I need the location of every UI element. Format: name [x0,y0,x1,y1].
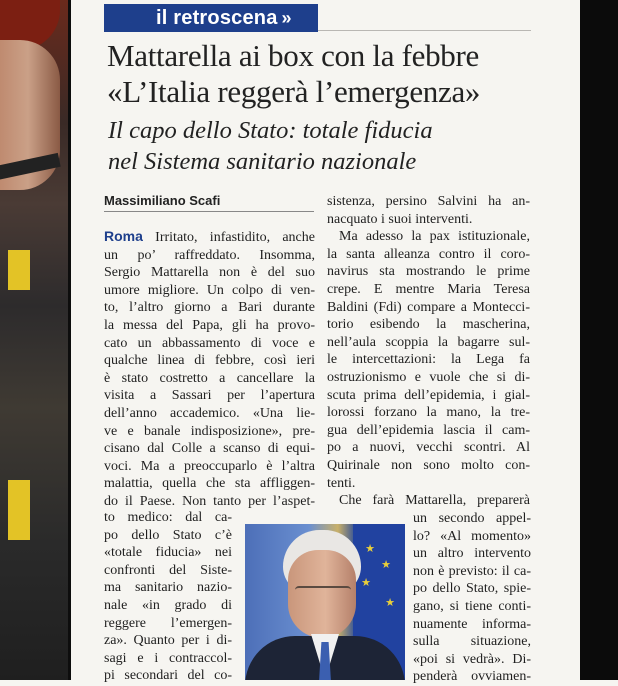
article-line: lo? «Al momento» [413,528,531,544]
article-line: qualche linea di febbre, così ieri [104,353,315,369]
article-column-1-narrow [104,509,232,685]
article-line: malattia, quella che sta affliggen- [104,476,315,492]
article-line: po dello Stato c’è [104,527,232,543]
article-line: nuamente informa- [413,616,531,632]
article-line: pi secondari del co- [104,668,232,684]
article-line: lorossi forzano la mano, la tre- [327,405,530,421]
article-line: sagi e i contraccol- [104,650,232,666]
article-line: sulla situazione, [413,634,531,650]
article-line: gua dell’epidemia lascia il cam- [327,422,530,438]
article-line: to medico: dal ca- [104,510,232,525]
article-line: scuta prima dell’epidemia, i gial- [327,387,530,403]
star-icon: ★ [361,576,371,589]
star-icon: ★ [381,558,391,571]
article-line: sistenza, persino Salvini ha an- [327,194,530,209]
article-line: Che farà Mattarella, preparerà [339,493,530,509]
article-line: ve e banale indisposizione», pre- [104,423,315,439]
article-line: voci. Ma a preoccuparlo è l’altra [104,458,315,474]
article-line: non è previsto: il ca- [413,563,531,579]
article-line: po dello Stato, spie- [413,581,531,597]
article-line: le intercettazioni: la Lega fa [327,352,530,368]
right-edge-band [580,0,618,680]
article-line: ma sanitario nazio- [104,580,232,596]
mattarella-portrait [245,524,405,680]
article-line: la messa del Papa, gli ha provo- [104,317,315,333]
article-line: «poi si vedrà». Di- [413,651,531,667]
star-icon: ★ [365,542,375,555]
article-line: po a nuovi, vecchi scontri. Al [327,440,530,456]
article-line: la santa alleanza contro il coro- [327,246,530,262]
section-kicker [104,4,318,32]
article-line: un altro intervento [413,546,531,562]
article-line: crepe. E mentre Maria Teresa [327,281,530,297]
article-line: confronti del Siste- [104,562,232,578]
article-line: umore migliore. Un colpo di ven- [104,282,315,298]
article-line: to, l’altro giorno a Bari durante [104,300,315,316]
article-line: gano, si tiene conti- [413,598,531,614]
article-column-2-narrow [413,510,531,686]
reflective-stripe [8,480,30,540]
article-line: do il Paese. Non tanto per l’aspet- [104,493,315,509]
article-column-1 [104,228,315,511]
article-line: un secondo appel- [413,511,531,526]
subheadline-line: Il capo dello Stato: totale fiducia [108,117,433,144]
article-line: reggere l’emergen- [104,615,232,631]
article-line: torio esibendo la mascherina, [327,317,530,333]
article-line: «totale fiducia» nei [104,545,232,561]
article-line: dell’anno accademico. «Una lie- [104,405,315,421]
article-line: nale «in grado di [104,597,232,613]
headline-line: Mattarella ai box con la febbre [107,38,479,73]
column-gutter [68,0,71,680]
headline [107,38,547,110]
article-line: un po’ raffreddato. Insomma, [104,247,315,263]
dateline-location: Roma [104,228,143,244]
author-byline: Massimiliano Scafi [104,193,221,208]
article-line: navirus sta mostrando le prime [327,264,530,280]
article-line: ostruzionismo e vuole che si di- [327,369,530,385]
reflective-stripe [8,250,30,290]
article-line: Baldini (Fdi) compare a Montecci- [327,299,530,315]
article-line: Quirinale non sono molto con- [327,457,530,473]
kicker-rule [318,30,531,31]
article-line: tenti. [327,475,356,491]
byline-rule [104,211,314,212]
article-column-2 [327,193,530,510]
firefighter-photo [0,0,68,680]
article-line: cato un abbassamento di voce e [104,335,315,351]
subheadline [108,115,548,177]
subheadline-line: nel Sistema sanitario nazionale [108,148,417,175]
article-line: penderà ovviamen- [413,669,531,685]
glasses-shape [295,586,351,600]
kicker-label: il retroscena [156,6,278,29]
article-line: nacquato i suoi interventi. [327,211,473,227]
headline-line: «L’Italia reggerà l’emergenza» [107,74,481,109]
article-line: visita a Sassari per l’apertura [104,388,315,404]
kicker-arrow: » [281,7,292,28]
article-line: cisano dal Colle a scanso di equi- [104,441,315,457]
article-line: Ma adesso la pax istituzionale, [339,229,530,245]
star-icon: ★ [385,596,395,609]
article-line: è stato costretto a cancellare la [104,370,315,386]
article-line: nell’aula scoppia la bagarre sul- [327,334,530,350]
article-line: za». Quanto per i di- [104,633,232,649]
article-line: Roma Irritato, infastidito, anche [104,228,315,245]
article-line: Sergio Mattarella non è del suo [104,265,315,281]
